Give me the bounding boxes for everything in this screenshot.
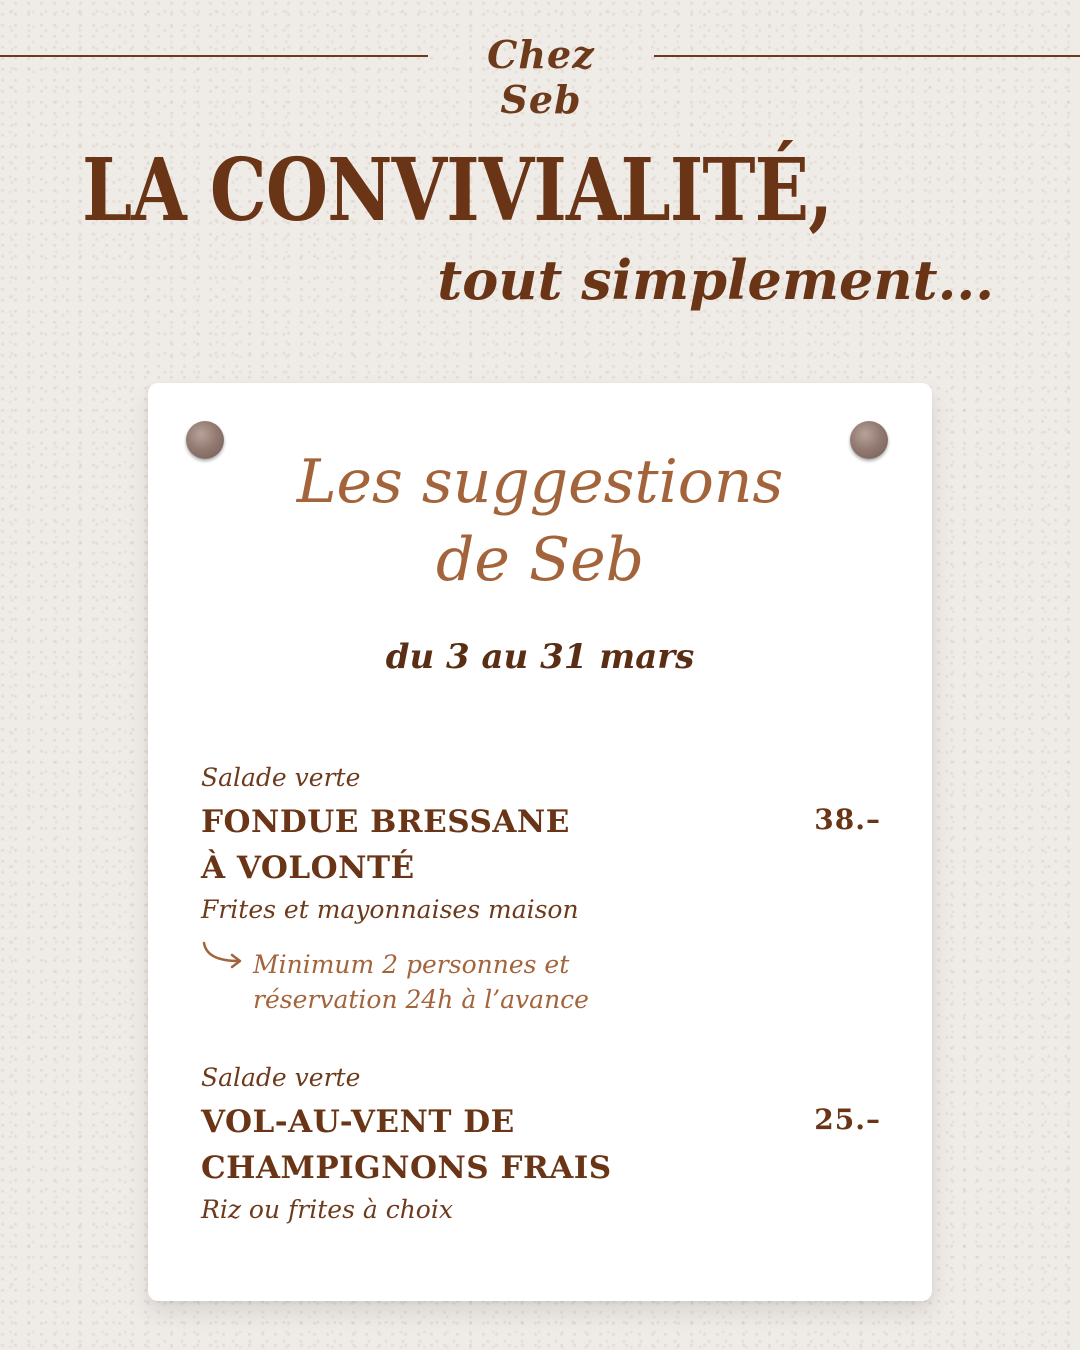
menu-item <box>201 761 881 1017</box>
card-title <box>148 443 932 599</box>
item-side: Riz ou frites à choix <box>201 1195 453 1224</box>
item-price: 25.– <box>814 1103 881 1136</box>
menu-item <box>201 1061 881 1227</box>
item-name <box>201 799 881 891</box>
brand-name: Chez Seb <box>487 32 595 122</box>
item-side: Frites et mayonnaises maison <box>201 895 579 924</box>
card-title-line: Les suggestions <box>296 447 784 517</box>
card-dates: du 3 au 31 mars <box>385 637 695 677</box>
item-starter: Salade verte <box>201 763 361 792</box>
item-name-line: CHAMPIGNONS FRAIS <box>201 1150 612 1186</box>
item-name-line: VOL-AU-VENT DE <box>201 1104 515 1140</box>
brand-bar <box>0 28 1080 122</box>
item-starter: Salade verte <box>201 1063 361 1092</box>
item-price: 38.– <box>814 803 881 836</box>
curved-arrow-icon <box>201 941 245 971</box>
menu-card <box>148 383 932 1301</box>
card-title-line: de Seb <box>435 525 644 595</box>
item-name-line: FONDUE BRESSANE <box>201 804 570 840</box>
item-name-line: À VOLONTÉ <box>201 850 415 886</box>
item-name <box>201 1099 881 1191</box>
divider-left <box>0 55 428 57</box>
tagline: tout simplement... <box>437 248 994 312</box>
item-note-line: réservation 24h à l’avance <box>253 985 589 1014</box>
headline: LA CONVIVIALITÉ, <box>82 140 833 241</box>
item-note-line: Minimum 2 personnes et <box>253 950 570 979</box>
item-note <box>201 947 881 1017</box>
divider-right <box>654 55 1080 57</box>
